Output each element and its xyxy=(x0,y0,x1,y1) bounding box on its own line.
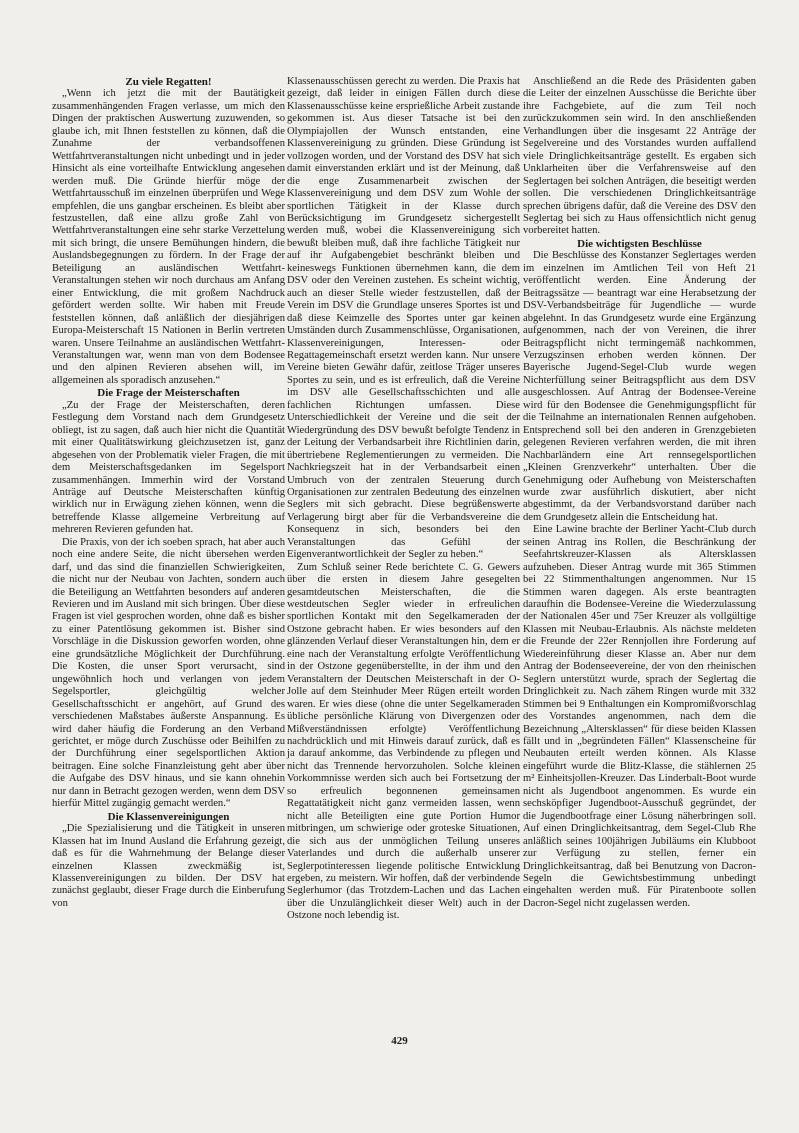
paragraph: „Zu der Frage der Meisterschaften, deren Festlegung dem Vorstand nach dem Grundgesetz obliegt, ist zu sagen, daß auch hier nicht die Quantität mit einer Qualitätswirkung gleichzusetzen ist, ganz abgesehen von der Problematik vieler Fragen, die mit dem Meisterschaftsgedanken im Segelsport zusammenhängen. Immerhin wird der Vorstand Anträge auf Deutsche Meisterschaften künftig wirklich nur in Erwägung ziehen können, wenn die betreffende Klasse allgemeine Verbreitung auf mehreren Revieren gefunden hat. xyxy=(52,399,285,536)
paragraph: Die Beschlüsse des Konstanzer Seglertages werden im einzelnen im Amtlichen Teil von Heft 21 veröffentlicht werden. Eine Änderung der Beitragssätze — beantragt war eine Herabsetzung der DSV-Verbandsbeiträge für Jugendliche — wurde abgelehnt. In das Grundgesetz wurde eine Ergänzung aufgenommen, nach der von Vereinen, die ihrer Beitragspflicht nicht termingemäß nachkommen, Verzugszinsen erhoben werden können. Der Bayerische Jugend-Segel-Club wurde wegen Nichterfüllung seiner Beitragspflicht aus dem DSV ausgeschlossen. Auf Antrag der Bodensee-Vereine wird für den Bodensee die Genehmigungspflicht für die Teilnahme an internationalen Rennen aufgehoben. Entsprechend soll bei den anderen in Grenzgebieten gelegenen Revieren verfahren werden, die mit ihren Nachbarländern eine Art rennsegelsportlichen „Kleinen Grenzverkehr“ unterhalten. Über die Genehmigung oder Aufhebung von Meisterschaften wurde zwar ausführlich diskutiert, aber nicht abgestimmt, da der Verbandsvorstand darüber nach dem Grundgesetz allein die Entscheidung hat. xyxy=(523,250,756,523)
section-heading-meisterschaften: Die Frage der Meisterschaften xyxy=(97,387,240,400)
paragraph: Die Praxis, von der ich soeben sprach, hat aber auch noch eine andere Seite, die nicht übersehen werden darf, und das sind die finanziellen Schwierigkeiten, die nicht nur der Neubau von Jachten, sondern auch die Beteiligung an Wettfahrten besonders auf anderen Revieren und im Ausland mit sich bringen. Über diese Fragen ist viel gesprochen worden, ohne daß es bisher zu einer Patentlösung gekommen ist. Bisher sind Vorschläge in die Diskussion geworfen worden, ohne eine grundsätzliche Möglichkeit der Durchführung. Die Kosten, die unser Sport verursacht, sind ungewöhnlich hoch und verlangen von jedem Segelsportler, gleichgültig welcher Gesellschaftsschicht er angehört, auf Grund des verschiedenen Maßstabes äußerste Anspannung. Es wird daher häufig die Forderung an den Verband gerichtet, er möge durch Zuschüsse oder Beihilfen zu der Durchführung einer segelsportlichen Aktion beitragen. Eine solche Finanzleistung geht aber über die Aufgabe des DSV hinaus, und sie kann ohnehin nur dann in Betracht gezogen werden, wenn dem DSV hierfür Mittel zugängig gemacht werden.“ xyxy=(52,536,285,810)
paragraph: Anschließend an die Rede des Präsidenten gaben die Leiter der einzelnen Ausschüsse die Berichte über ihre Fachgebiete, auf die zum Teil noch zurückzukommen sein wird. In den anschließenden Verhandlungen über die insgesamt 22 Anträge der Segelvereine und des Vorstandes wurden auffallend viele Dringlichkeitsanträge gestellt. Es ergaben sich Unklarheiten über die Verfahrensweise auf den Seglertagen bei solchen Anträgen, die beseitigt werden sollen. Die verschiedenen Dringlichkeitsanträge sprechen übrigens dafür, daß die Vereine des DSV den Seglertag bei sich zu Haus offensichtlich nicht genug vorbereitet hatten. xyxy=(523,76,756,237)
paragraph: „Wenn ich jetzt die mit der Bautätigkeit zusammenhängenden Fragen verlasse, um mich den Dingen der praktischen Auswertung zuzuwenden, so glaube ich, mit Ihnen feststellen zu können, daß die Zunahme der verbandsoffenen Wettfahrtveranstaltungen nicht unbedingt und in jeder Hinsicht als eine vorteilhafte Entwicklung angesehen werden muß. Die Gründe hierfür möge der Wettfahrtausschuß im einzelnen überprüfen und Wege empfehlen, die uns gangbar erscheinen. Es bleibt aber festzustellen, daß eine allzu große Zahl von Wettfahrtveranstaltungen eine sehr starke Verzettelung mit sich bringt, die unsere Bemühungen hindern, die Auslandsbegegnungen zu fördern. In der Frage der Beteiligung an ausländischen Wettfahrt-Veranstaltungen stehen wir noch durchaus am Anfang einer Entwicklung, die mit großem Nachdruck gefördert werden sollte. Wir haben mit Freude feststellen können, daß anläßlich der diesjährigen Europa-Meisterschaft 15 Nationen in Berlin vertreten waren. Unsere Teilnahme an ausländischen Wettfahrt-Veranstaltungen war, wenn man von dem Bodensee und den alpinen Revieren absehen will, im allgemeinen als sporadisch anzusehen.“ xyxy=(52,88,285,386)
section-heading-klassenvereinigungen: Die Klassenvereinigungen xyxy=(107,810,230,823)
section-heading-regatten: Zu viele Regatten! xyxy=(125,76,212,88)
section-heading-beschluesse: Die wichtigsten Beschlüsse xyxy=(577,237,702,250)
paragraph: „Die Spezialisierung und die Tätigkeit in unseren Klassen hat im Inund Ausland die Erfahrung gezeigt, daß es für die Wahrnehmung der Belange dieser einzelnen Klassen zweckmäßig ist, Klassenvereinigungen zu bilden. Der DSV hat zunächst geglaubt, dieser Frage durch die Einberufung von xyxy=(52,823,285,909)
paragraph: Klassenausschüssen gerecht zu werden. Die Praxis hat gezeigt, daß leider in einigen Fällen durch diese Klassenausschüsse keine ersprießliche Arbeit zustande gekommen ist. Aus dieser Tatsache ist bei den Olympiajollen der Wunsch entstanden, eine Klassenvereinigung zu gründen. Diese Gründung ist vollzogen worden, und der Vorstand des DSV hat sich damit einverstanden erklärt und ist der Meinung, daß die enge Zusammenarbeit zwischen der Klassenvereinigung und dem DSV zum Wohle der sportlichen Tätigkeit in der Klasse durch Berücksichtigung im Grundgesetz sichergestellt werden muß, wobei die Klassenvereinigung sich bewußt bleiben muß, daß ihre fachliche Tätigkeit nur auf ihr Aufgabengebiet beschränkt bleiben und keineswegs Funktionen übernehmen kann, die dem DSV oder den Vereinen zustehen. Es scheint wichtig, auch an dieser Stelle wieder festzustellen, daß der Verein im DSV die Grundlage unseres Sportes ist und daß diese Keimzelle des Sportes unter gar keinen Umständen durch Zusammenschlüsse, Organisationen, Klassenvereinigungen, Interessen- oder Regattagemeinschaft ersetzt werden kann. Nur unsere Vereine bieten Gewähr dafür, zeitlose Träger unseres Sportes zu sein, und es ist erfreulich, daß die Vereine im DSV alle Gesellschaftsschichten und alle fachlichen Richtungen umfassen. Diese Unterschiedlichkeit der Vereine und die seit der Wiedergründung des DSV bewußt befolgte Tendenz in der Leitung der Verbandsarbeit ihre Richtlinien darin, übertriebene Reglementierungen zu vermeiden. Die Nachkriegszeit hat in der Verbandsarbeit einen Umbruch von der zentralen Steuerung durch Organisationen zur zentralen Bedeutung des einzelnen Seglers mit sich gebracht. Diese begrüßenswerte Verlagerung birgt aber für die Verbandsvereine die Konsequenz in sich, besonders bei den Veranstaltungen das Gefühl der Eigenverantwortlichkeit der Segler zu heben.“ xyxy=(287,76,520,561)
paragraph: Zum Schluß seiner Rede berichtete C. G. Gewers über die ersten in diesem Jahre gesegelten gesamtdeutschen Meisterschaften, die die westdeutschen Segler wieder in erfreulichen sportlichen Kontakt mit den Segelkameraden der Ostzone gebracht haben. Er wies besonders auf den glänzenden Verlauf dieser Veranstaltungen hin, dem er eine nach der Veranstaltung erfolgte Veröffentlichung in der Ostzone gegenüberstellte, in der ihm und den Veranstaltern der Deutschen Meisterschaft in der O-Jolle auf dem Steinhuder Meer Rügen erteilt worden waren. Er wies diese (ohne die unter Segelkameraden übliche persönliche Klärung von Divergenzen oder Mißverständnissen erfolgte) Veröffentlichung nachdrücklich und mit Hinweis darauf zurück, daß es ja darauf ankomme, das Verbindende zu pflegen und nicht das Trennende hervorzuholen. Solche kleinen Vorkommnisse werden sich auch bei Fortsetzung der so erfreulich begonnenen gemeinsamen Regattatätigkeit nicht ganz vermeiden lassen, wenn nicht alle Beteiligten eine gute Portion Humor mitbringen, um schwierige oder groteske Situationen, die sich aus der unmöglichen Teilung unseres Vaterlandes und durch die außerhalb unserer Seglerpotinteressen liegende politische Entwicklung ergeben, zu meistern. Wir hoffen, daß der verbindende Seglerhumor (das Trotzdem-Lachen und das Lachen über die Unzulänglichkeit dieser Welt) auch in der Ostzone noch lebendig ist. xyxy=(287,561,520,922)
page-number: 429 xyxy=(391,1035,408,1047)
text-column-right xyxy=(523,76,756,910)
paragraph: Eine Lawine brachte der Berliner Yacht-Club durch seinen Antrag ins Rollen, die Beschränkung der Seefahrtskreuzer-Klassen als Altersklassen aufzuheben. Dieser Antrag wurde mit 365 Stimmen bei 22 Stimmenthaltungen angenommen. Nur 15 Stimmen waren dagegen. Als erste beantragten daraufhin die Bodensee-Vereine die Wiederzulassung der Nationalen 45er und 75er Kreuzer als vollgültige Klassen mit Neubau-Erlaubnis. Als nächste meldeten die Freunde der 22er Rennjollen ihre Forderung auf Wiedereinführung dieser Klasse an. Aber nur dem Antrag der Bodenseevereine, der von den rheinischen Seglern unterstützt wurde, sprach der Seglertag die Dringlichkeit zu. Nach zähem Ringen wurde mit 332 Stimmen bei 9 Enthaltungen ein Kompromißvorschlag des Vorstandes angenommen, nach dem die Bezeichnung „Altersklassen“ für diese beiden Klassen fällt und in „begründeten Fällen“ Klassenscheine für Neubauten erteilt werden können. Als Klasse eingeführt wurde die Blitz-Klasse, die stählernen 25 m² Einheitsjollen-Kreuzer. Das Linderbalt-Boot wurde nicht als Jugendboot angenommen. Es wurde ein sechsköpfiger Jugendboot-Ausschuß gegründet, der die Jugendbootfrage einer Lösung näherbringen soll. Auf einen Dringlichkeitsantrag, dem Segel-Club Rhe anläßlich seines 100jährigen Jubiläums ein Klubboot zur Verfügung zu stellen, ferner ein Dringlichkeitsantrag, daß bei Benutzung von Dacron-Segeln die Gewichtsbestimmung unbedingt eingehalten werden muß. Für Piratenboote sollen Dacron-Segel nicht zugelassen werden. xyxy=(523,524,756,909)
text-column-left xyxy=(52,76,285,910)
text-column-middle xyxy=(287,76,520,923)
